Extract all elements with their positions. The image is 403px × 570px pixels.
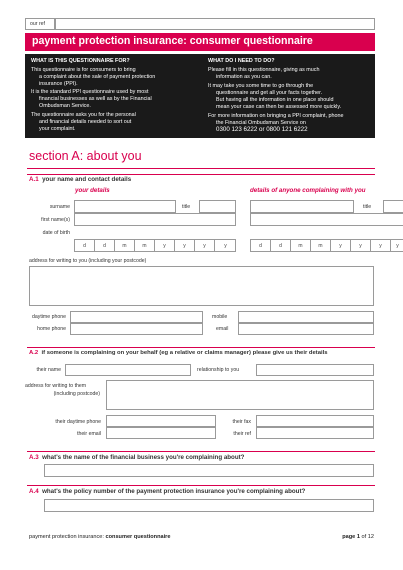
policy-number-input[interactable] xyxy=(44,499,374,512)
a4-rule xyxy=(27,485,375,486)
email-label: email xyxy=(216,326,229,332)
first-names-input[interactable] xyxy=(74,213,236,226)
address-label: address for writing to you (including your postcode) xyxy=(29,258,147,264)
intro-right-line: questionnaire and get all your facts together. xyxy=(216,90,323,96)
section-a-title: section A: about you xyxy=(29,149,142,163)
a1-number: A.1 xyxy=(29,176,39,183)
dob-year-2: y xyxy=(175,240,195,251)
their-daytime-phone-label: their daytime phone xyxy=(55,419,101,425)
email-input[interactable] xyxy=(238,323,374,335)
their-name-input[interactable] xyxy=(65,364,191,376)
home-phone-input[interactable] xyxy=(70,323,203,335)
a2-number: A.2 xyxy=(29,350,39,356)
a1-rule xyxy=(27,174,375,175)
intro-right-line: mean your case can then be assessed more quickly. xyxy=(216,104,342,110)
other-dob-year-3: y xyxy=(371,240,391,251)
our-ref-label: our ref xyxy=(30,21,45,27)
their-fax-label: their fax xyxy=(232,419,251,425)
intro-left-line: This questionnaire is for consumers to bring xyxy=(31,67,136,73)
footer-doc-name xyxy=(29,534,170,540)
intro-left-heading: WHAT IS THIS QUESTIONNAIRE FOR? xyxy=(31,58,130,64)
intro-left-line: insurance (PPI). xyxy=(39,81,78,87)
daytime-phone-label: daytime phone xyxy=(31,314,66,320)
their-daytime-phone-input[interactable] xyxy=(106,415,216,427)
their-address-label-2: (including postcode) xyxy=(53,391,100,397)
a4-text: what's the policy number of the payment protection insurance you're complaining about? xyxy=(42,488,306,495)
a4-heading xyxy=(29,488,305,495)
other-title-label: title xyxy=(363,204,372,210)
footer-page-num: 1 xyxy=(356,534,360,540)
dob-year-1: y xyxy=(155,240,175,251)
intro-right-line: information as you can. xyxy=(216,74,272,80)
mobile-label: mobile xyxy=(212,314,228,320)
other-dob-month-1: m xyxy=(291,240,311,251)
footer-page-of: of 12 xyxy=(361,534,374,540)
intro-left-line: your complaint. xyxy=(39,126,76,132)
daytime-phone-input[interactable] xyxy=(70,311,203,323)
a4-number: A.4 xyxy=(29,488,39,495)
business-name-input[interactable] xyxy=(44,464,374,477)
address-input[interactable] xyxy=(29,266,374,306)
intro-panel xyxy=(25,54,375,138)
a3-rule xyxy=(27,451,375,452)
their-ref-input[interactable] xyxy=(256,427,374,439)
other-dob-month-2: m xyxy=(311,240,331,251)
intro-left-line: financial businesses as well as by the Financial xyxy=(39,96,152,102)
intro-left-line: It is the standard PPI questionnaire used by most xyxy=(31,89,149,95)
a3-text: what's the name of the financial business you're complaining about? xyxy=(42,454,245,461)
a3-number: A.3 xyxy=(29,454,39,461)
their-fax-input[interactable] xyxy=(256,415,374,427)
relationship-input[interactable] xyxy=(256,364,374,376)
section-a-rule xyxy=(27,168,375,169)
their-ref-label: their ref xyxy=(233,431,251,437)
ombudsman-phone: 0300 123 6222 or 0800 121 6222 xyxy=(216,126,308,133)
other-dob-year-4: y xyxy=(396,242,399,249)
other-title-input[interactable] xyxy=(383,200,403,213)
title-input[interactable] xyxy=(199,200,236,213)
other-surname-input[interactable] xyxy=(250,200,354,213)
their-address-label-1: address for writing to them xyxy=(25,383,87,389)
first-names-label: first name(s) xyxy=(41,217,70,223)
dob-year-3: y xyxy=(195,240,215,251)
footer-doc-name-bold: consumer questionnaire xyxy=(105,534,171,540)
intro-right-line: It may take you some time to go through the xyxy=(208,83,314,89)
dob-input[interactable] xyxy=(74,239,236,252)
intro-left-line: The questionnaire asks you for the personal xyxy=(31,112,136,118)
footer-page-word: page xyxy=(342,534,356,540)
intro-right-line: the Financial Ombudsman Service on xyxy=(216,120,306,126)
their-email-label: their email xyxy=(77,431,101,437)
your-details-heading: your details xyxy=(75,187,110,194)
intro-left-line: Ombudsman Service. xyxy=(39,103,91,109)
title-banner xyxy=(25,33,375,51)
intro-right-line: Please fill in this questionnaire, giving as much xyxy=(208,67,320,73)
relationship-label: relationship to you xyxy=(197,367,240,373)
other-dob-year-2: y xyxy=(351,240,371,251)
dob-month-2: m xyxy=(135,240,155,251)
a2-text: if someone is complaining on your behalf (eg a relative or claims manager) please give us their details xyxy=(41,350,328,356)
surname-input[interactable] xyxy=(74,200,176,213)
other-dob-day-1: d xyxy=(251,240,271,251)
a1-text: your name and contact details xyxy=(42,176,132,183)
other-dob-input[interactable] xyxy=(250,239,403,252)
their-email-input[interactable] xyxy=(106,427,216,439)
home-phone-label: home phone xyxy=(37,326,66,332)
title-label: title xyxy=(182,204,191,210)
footer-doc-name-plain: payment protection insurance: xyxy=(29,534,106,540)
footer-page-indicator xyxy=(342,534,374,540)
dob-day-2: d xyxy=(95,240,115,251)
our-ref-input[interactable] xyxy=(55,18,375,30)
surname-label: surname xyxy=(49,204,70,210)
their-name-label: their name xyxy=(36,367,61,373)
intro-left-line: and financial details needed to sort out xyxy=(39,119,132,125)
intro-left-line: a complaint about the sale of payment protection xyxy=(39,74,156,80)
others-details-heading: details of anyone complaining with you xyxy=(250,187,366,194)
banner-title: payment protection insurance: consumer questionnaire xyxy=(32,35,313,47)
dob-label: date of birth xyxy=(42,230,70,236)
intro-right-line: But having all the information in one place should xyxy=(216,97,334,103)
a1-heading xyxy=(29,176,131,183)
other-dob-day-2: d xyxy=(271,240,291,251)
dob-month-1: m xyxy=(115,240,135,251)
other-first-names-input[interactable] xyxy=(250,213,403,226)
other-dob-year-1: y xyxy=(331,240,351,251)
a2-rule xyxy=(27,347,375,348)
dob-day-1: d xyxy=(75,240,95,251)
dob-year-4: y xyxy=(224,242,227,249)
a3-heading xyxy=(29,454,244,461)
our-ref-field[interactable] xyxy=(25,18,55,30)
their-address-input[interactable] xyxy=(106,380,374,410)
mobile-input[interactable] xyxy=(238,311,374,323)
a2-heading xyxy=(29,350,328,356)
intro-right-heading: WHAT DO I NEED TO DO? xyxy=(208,58,275,64)
intro-right-line: For more information on bringing a PPI complaint, phone xyxy=(208,113,344,119)
